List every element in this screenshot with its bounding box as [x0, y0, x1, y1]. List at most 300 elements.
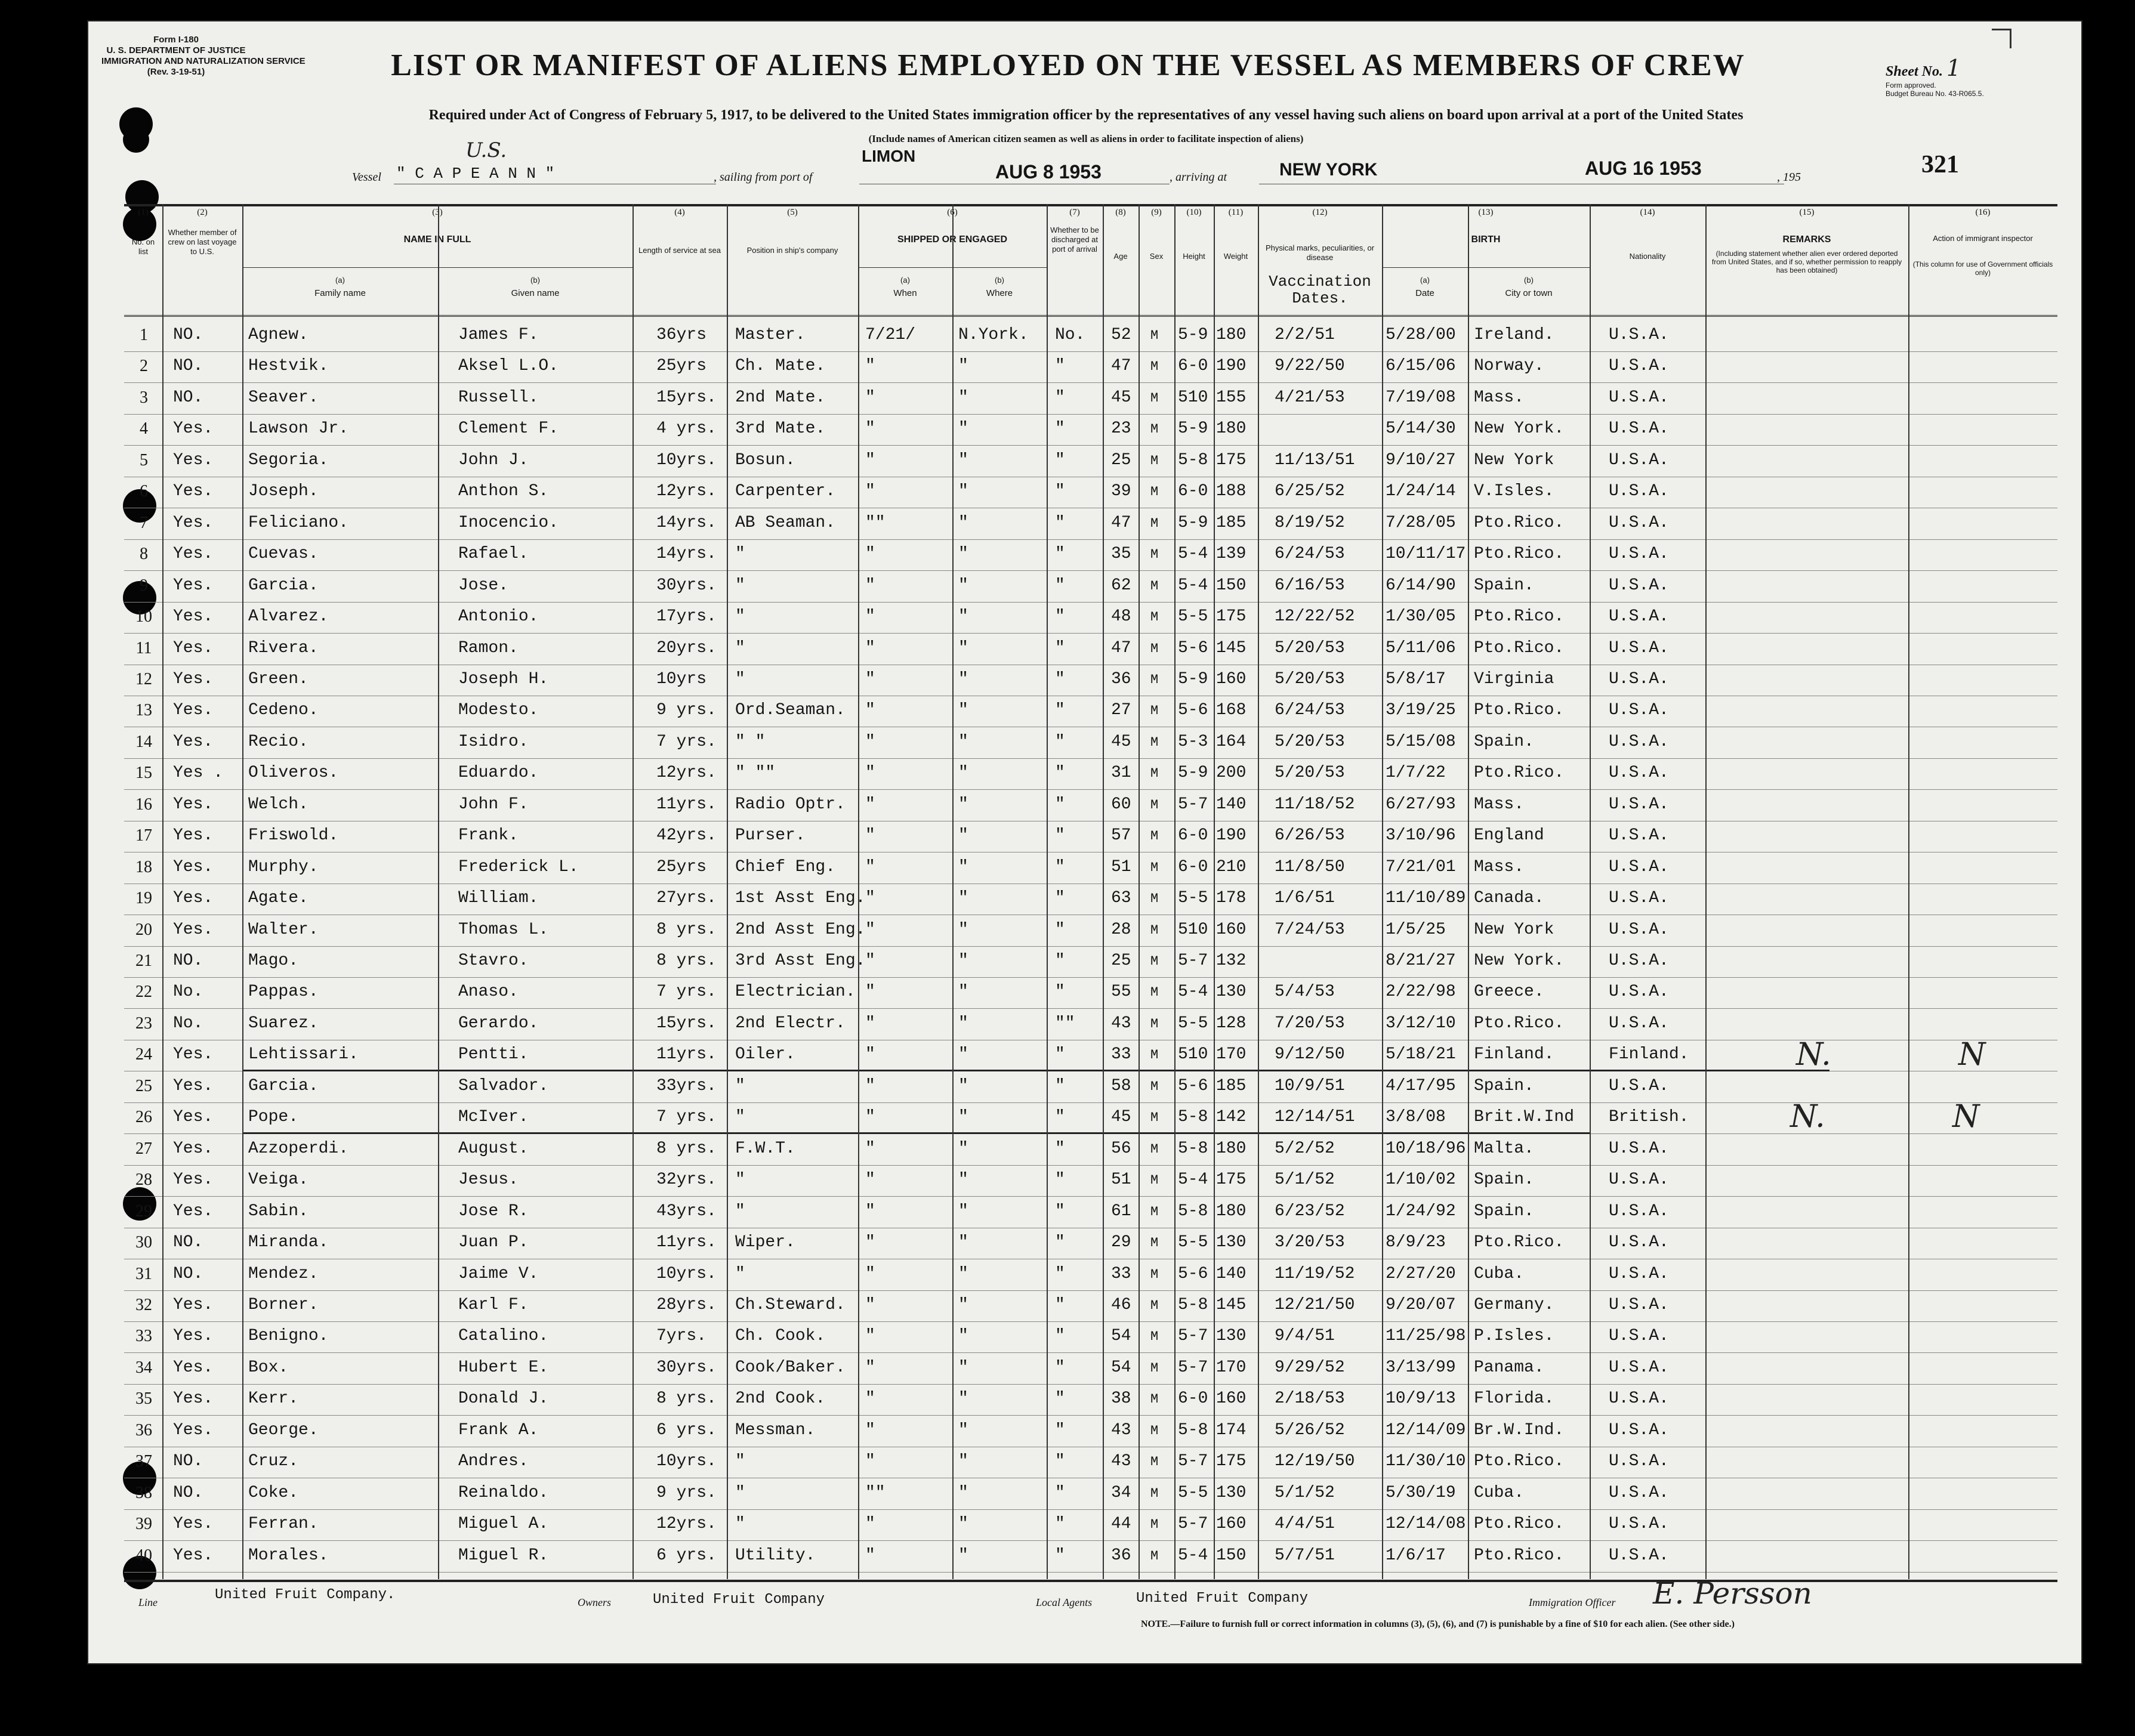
shipped-where: " [958, 1014, 968, 1033]
age: 62 [1111, 576, 1131, 595]
row-number: 14 [135, 732, 152, 751]
column-divider [1705, 204, 1707, 1579]
position: Ch. Cook. [735, 1327, 826, 1346]
row-number: 10 [135, 607, 152, 626]
weight: 190 [1216, 826, 1247, 845]
sex: M [1150, 954, 1159, 969]
table-row [124, 1385, 2057, 1416]
age: 51 [1111, 857, 1131, 876]
header-column-number: (8) [1115, 208, 1126, 217]
action-row-26: N [1952, 1099, 1980, 1135]
last-voyage: NO. [173, 388, 203, 407]
shipped-where: " [958, 1139, 968, 1158]
vaccination-date: 4/21/53 [1275, 388, 1345, 407]
table-row [124, 1009, 2057, 1040]
shipped-where: " [958, 1515, 968, 1534]
shipped-where: " [958, 764, 968, 783]
given-name: Ramon. [458, 638, 519, 657]
table-row [124, 1447, 2057, 1478]
family-name: Feliciano. [248, 513, 349, 532]
age: 34 [1111, 1483, 1131, 1502]
table-row [124, 1510, 2057, 1541]
shipped-where: " [958, 1327, 968, 1346]
family-name: Miranda. [248, 1233, 329, 1252]
header-label: Length of service at sea [638, 246, 721, 255]
table-row [124, 853, 2057, 884]
shipped-when: " [865, 1045, 875, 1064]
length-of-service: 28yrs. [656, 1295, 717, 1314]
table-row [124, 509, 2057, 540]
given-name: Pentti. [458, 1045, 529, 1064]
weight: 160 [1216, 669, 1247, 688]
last-voyage: Yes. [173, 795, 214, 814]
officer-label: Immigration Officer [1529, 1596, 1616, 1608]
position: " [735, 1170, 745, 1190]
nationality: U.S.A. [1609, 795, 1669, 814]
birth-date: 10/11/17 [1386, 545, 1466, 564]
to-be-discharged: " [1055, 576, 1065, 595]
family-name: Pappas. [248, 983, 319, 1002]
length-of-service: 25yrs [656, 357, 707, 376]
shipped-when: " [865, 1076, 875, 1095]
sub-subtitle: (Include names of American citizen seamen as well as aliens in order to facilitate inspection of aliens) [868, 133, 1304, 144]
vessel-label: Vessel [352, 171, 381, 184]
shipped-when: " [865, 1515, 875, 1534]
shipped-where: " [958, 920, 968, 939]
header-column-number: (11) [1228, 208, 1244, 217]
weight: 164 [1216, 732, 1247, 751]
weight: 188 [1216, 482, 1247, 501]
form-id: Form I-180 [153, 35, 199, 45]
vaccination-date: 9/4/51 [1275, 1327, 1335, 1346]
vaccination-date: 8/19/52 [1275, 513, 1345, 532]
shipped-where: " [958, 576, 968, 595]
header-label: Position in ship's company [746, 246, 838, 255]
age: 60 [1111, 795, 1131, 814]
subheader-label: City or town [1505, 288, 1553, 298]
shipped-where: " [958, 701, 968, 720]
header-column-number: (16) [1975, 208, 1991, 217]
age: 27 [1111, 701, 1131, 720]
birth-place: Br.W.Ind. [1474, 1420, 1565, 1440]
height: 5-9 [1178, 669, 1208, 688]
vaccination-date: 12/21/50 [1275, 1295, 1355, 1314]
height: 5-4 [1178, 576, 1208, 595]
sex: M [1150, 985, 1159, 1000]
birth-date: 2/27/20 [1386, 1264, 1456, 1283]
height: 5-6 [1178, 638, 1208, 657]
birth-place: Cuba. [1474, 1483, 1525, 1502]
length-of-service: 8 yrs. [656, 952, 717, 970]
to-be-discharged: " [1055, 1076, 1065, 1095]
family-name: Cruz. [248, 1452, 299, 1471]
last-voyage: NO. [173, 1264, 203, 1283]
to-be-discharged: " [1055, 795, 1065, 814]
vaccination-date: 12/19/50 [1275, 1452, 1355, 1471]
birth-date: 12/14/08 [1386, 1515, 1466, 1534]
position: 1st Asst Eng. [735, 889, 866, 908]
position: 2nd Mate. [735, 388, 826, 407]
last-voyage: Yes. [173, 482, 214, 501]
header-column-number: (14) [1640, 208, 1655, 217]
shipped-where: " [958, 1546, 968, 1565]
birth-date: 6/14/90 [1386, 576, 1456, 595]
table-row [124, 603, 2057, 634]
height: 5-8 [1178, 1420, 1208, 1440]
weight: 178 [1216, 889, 1247, 908]
header-column-number: (5) [787, 208, 798, 217]
row-number: 36 [135, 1420, 152, 1440]
shipped-where: " [958, 889, 968, 908]
family-name: Veiga. [248, 1170, 308, 1190]
birth-place: Greece. [1474, 983, 1544, 1002]
nationality: U.S.A. [1609, 1515, 1669, 1534]
to-be-discharged: " [1055, 1170, 1065, 1190]
given-name: Eduardo. [458, 764, 539, 783]
birth-date: 1/5/25 [1386, 920, 1446, 939]
birth-date: 6/27/93 [1386, 795, 1456, 814]
given-name: Inocencio. [458, 513, 559, 532]
birth-place: Spain. [1474, 1170, 1534, 1190]
position: " "" [735, 764, 776, 783]
table-row [124, 1322, 2057, 1353]
birth-date: 10/9/13 [1386, 1389, 1456, 1408]
header-label: Age [1113, 252, 1128, 261]
weight: 140 [1216, 1264, 1247, 1283]
length-of-service: 6 yrs. [656, 1546, 717, 1565]
family-name: Garcia. [248, 1076, 319, 1095]
birth-date: 3/10/96 [1386, 826, 1456, 845]
header-label: Action of immigrant inspector [1933, 234, 2033, 243]
table-row [124, 384, 2057, 415]
age: 63 [1111, 889, 1131, 908]
length-of-service: 30yrs. [656, 576, 717, 595]
shipped-where: " [958, 482, 968, 501]
given-name: Hubert E. [458, 1358, 549, 1377]
section-rule [242, 1132, 1591, 1134]
shipped-where: " [958, 450, 968, 469]
birth-place: Cuba. [1474, 1264, 1525, 1283]
to-be-discharged: " [1055, 952, 1065, 970]
last-voyage: Yes. [173, 513, 214, 532]
last-voyage: Yes. [173, 1546, 214, 1565]
sheet-label: Sheet No. [1886, 64, 1943, 79]
length-of-service: 36yrs [656, 326, 707, 344]
height: 5-7 [1178, 1452, 1208, 1471]
last-voyage: Yes. [173, 1170, 214, 1190]
row-number: 4 [140, 419, 148, 438]
row-number: 8 [140, 545, 148, 564]
shipped-when: " [865, 1264, 875, 1283]
nationality: U.S.A. [1609, 388, 1669, 407]
shipped-when: " [865, 889, 875, 908]
birth-date: 5/8/17 [1386, 669, 1446, 688]
nationality: U.S.A. [1609, 889, 1669, 908]
approval-note [1886, 81, 1984, 98]
sex: M [1150, 672, 1159, 687]
column-divider [858, 204, 859, 1579]
sex: M [1150, 1329, 1159, 1345]
last-voyage: NO. [173, 952, 203, 970]
length-of-service: 32yrs. [656, 1170, 717, 1190]
table-row [124, 978, 2057, 1009]
family-name: Kerr. [248, 1389, 299, 1408]
corner-mark [1992, 29, 2011, 48]
column-divider [727, 204, 728, 1579]
birth-place: New York. [1474, 952, 1565, 970]
given-name: Joseph H. [458, 669, 549, 688]
nationality: U.S.A. [1609, 701, 1669, 720]
sex: M [1150, 1548, 1159, 1564]
family-name: Rivera. [248, 638, 319, 657]
given-name: John J. [458, 450, 529, 469]
to-be-discharged: " [1055, 450, 1065, 469]
nationality: U.S.A. [1609, 1389, 1669, 1408]
sex: M [1150, 1517, 1159, 1533]
height: 510 [1178, 920, 1208, 939]
length-of-service: 14yrs. [656, 545, 717, 564]
nationality: U.S.A. [1609, 1546, 1669, 1565]
birth-date: 5/18/21 [1386, 1045, 1456, 1064]
nationality: U.S.A. [1609, 545, 1669, 564]
height: 5-8 [1178, 1139, 1208, 1158]
column-divider [242, 204, 243, 1579]
height: 5-5 [1178, 1014, 1208, 1033]
to-be-discharged: " [1055, 1420, 1065, 1440]
vaccination-date: 11/8/50 [1275, 857, 1345, 876]
shipped-when: " [865, 1546, 875, 1565]
nationality: U.S.A. [1609, 1076, 1669, 1095]
last-voyage: Yes. [173, 576, 214, 595]
row-number: 31 [135, 1264, 152, 1283]
footer-note: NOTE.—Failure to furnish full or correct information in columns (3), (5), (6), and (7) is punishable by a fine of $10 for each alien. (See other side.) [1141, 1619, 1735, 1629]
last-voyage: NO. [173, 326, 203, 344]
to-be-discharged: " [1055, 1045, 1065, 1064]
subheader-marker: (b) [995, 276, 1004, 285]
birth-place: Malta. [1474, 1139, 1534, 1158]
row-number: 27 [135, 1139, 152, 1158]
row-number: 33 [135, 1327, 152, 1346]
position: Wiper. [735, 1233, 795, 1252]
birth-place: Pto.Rico. [1474, 1452, 1565, 1471]
length-of-service: 10yrs [656, 669, 707, 688]
length-of-service: 42yrs. [656, 826, 717, 845]
sex: M [1150, 641, 1159, 656]
last-voyage: Yes. [173, 1389, 214, 1408]
family-name: Borner. [248, 1295, 319, 1314]
birth-date: 9/10/27 [1386, 450, 1456, 469]
punch-hole [123, 126, 149, 153]
birth-date: 2/22/98 [1386, 983, 1456, 1002]
family-name: Friswold. [248, 826, 339, 845]
birth-place: Pto.Rico. [1474, 1014, 1565, 1033]
birth-place: New York [1474, 920, 1554, 939]
given-name: Frank A. [458, 1420, 539, 1440]
officer-signature: E. Persson [1653, 1576, 1812, 1611]
header-label: Whether to be discharged at port of arrival [1050, 226, 1099, 254]
row-number: 17 [135, 826, 152, 845]
vaccination-date: 5/20/53 [1275, 764, 1345, 783]
shipped-where: " [958, 1483, 968, 1502]
subheader-marker: (b) [530, 276, 540, 285]
birth-date: 7/19/08 [1386, 388, 1456, 407]
table-row [124, 1103, 2057, 1134]
sex: M [1150, 1392, 1159, 1407]
vaccination-date: 6/23/52 [1275, 1201, 1345, 1221]
birth-date: 10/18/96 [1386, 1139, 1466, 1158]
shipped-where: " [958, 952, 968, 970]
weight: 150 [1216, 1546, 1247, 1565]
position: 2nd Electr. [735, 1014, 846, 1033]
birth-place: Virginia [1474, 669, 1554, 688]
nationality: U.S.A. [1609, 826, 1669, 845]
birth-place: Mass. [1474, 388, 1525, 407]
height: 6-0 [1178, 857, 1208, 876]
table-row [124, 821, 2057, 852]
table-row [124, 634, 2057, 665]
vaccination-typed: Vaccination Dates. [1269, 273, 1371, 307]
to-be-discharged: " [1055, 1358, 1065, 1377]
shipped-where: " [958, 419, 968, 438]
length-of-service: 7 yrs. [656, 732, 717, 751]
position: Bosun. [735, 450, 795, 469]
header-label: NAME IN FULL [403, 234, 471, 245]
sex: M [1150, 1204, 1159, 1219]
family-name: Sabin. [248, 1201, 308, 1221]
nationality: U.S.A. [1609, 1233, 1669, 1252]
sheet-number [1886, 55, 1961, 81]
row-number: 6 [140, 482, 148, 501]
row-number: 16 [135, 795, 152, 814]
row-number: 13 [135, 701, 152, 720]
shipped-when: " [865, 920, 875, 939]
shipped-where: " [958, 638, 968, 657]
given-name: Jose. [458, 576, 509, 595]
vaccination-date: 3/20/53 [1275, 1233, 1345, 1252]
last-voyage: Yes. [173, 1139, 214, 1158]
shipped-where: " [958, 607, 968, 626]
nationality: U.S.A. [1609, 357, 1669, 376]
row-number: 40 [135, 1546, 152, 1565]
given-name: Anthon S. [458, 482, 549, 501]
birth-place: Mass. [1474, 857, 1525, 876]
column-divider [1139, 204, 1140, 1579]
sex: M [1150, 1079, 1159, 1094]
position: " [735, 669, 745, 688]
family-name: Seaver. [248, 388, 319, 407]
length-of-service: 11yrs. [656, 1233, 717, 1252]
position: " " [735, 732, 766, 751]
row-number: 34 [135, 1358, 152, 1377]
height: 5-7 [1178, 795, 1208, 814]
shipped-when: " [865, 419, 875, 438]
height: 5-4 [1178, 983, 1208, 1002]
given-name: Karl F. [458, 1295, 529, 1314]
year-suffix: , 195 [1777, 171, 1801, 184]
birth-date: 5/15/08 [1386, 732, 1456, 751]
height: 5-8 [1178, 1201, 1208, 1221]
table-row [124, 696, 2057, 727]
height: 510 [1178, 1045, 1208, 1064]
sex: M [1150, 829, 1159, 844]
shipped-when: " [865, 1233, 875, 1252]
length-of-service: 7 yrs. [656, 983, 717, 1002]
service: IMMIGRATION AND NATURALIZATION SERVICE [101, 56, 306, 66]
shipped-when: " [865, 669, 875, 688]
position: " [735, 576, 745, 595]
vaccination-date: 6/24/53 [1275, 701, 1345, 720]
age: 43 [1111, 1014, 1131, 1033]
last-voyage: No. [173, 983, 203, 1002]
to-be-discharged: " [1055, 482, 1065, 501]
family-name: Pope. [248, 1108, 299, 1127]
birth-date: 8/21/27 [1386, 952, 1456, 970]
to-be-discharged: " [1055, 732, 1065, 751]
last-voyage: NO. [173, 1452, 203, 1471]
header-column-number: (12) [1312, 208, 1328, 217]
weight: 130 [1216, 983, 1247, 1002]
length-of-service: 10yrs. [656, 450, 717, 469]
given-name: Salvador. [458, 1076, 549, 1095]
birth-place: Pto.Rico. [1474, 1233, 1565, 1252]
shipped-where: " [958, 732, 968, 751]
vaccination-date: 4/4/51 [1275, 1515, 1335, 1534]
header-label: Nationality [1629, 252, 1666, 261]
sex: M [1150, 860, 1159, 875]
weight: 128 [1216, 1014, 1247, 1033]
given-name: Frederick L. [458, 857, 579, 876]
to-be-discharged: " [1055, 638, 1065, 657]
length-of-service: 4 yrs. [656, 419, 717, 438]
family-name: Lehtissari. [248, 1045, 359, 1064]
age: 46 [1111, 1295, 1131, 1314]
position: 2nd Cook. [735, 1389, 826, 1408]
vaccination-date: 7/24/53 [1275, 920, 1345, 939]
birth-place: Pto.Rico. [1474, 545, 1565, 564]
birth-place: Florida. [1474, 1389, 1554, 1408]
last-voyage: Yes. [173, 1515, 214, 1534]
last-voyage: Yes. [173, 607, 214, 626]
header-column-number: (4) [674, 208, 685, 217]
weight: 180 [1216, 1139, 1247, 1158]
sex: M [1150, 1298, 1159, 1313]
position: Oiler. [735, 1045, 795, 1064]
last-voyage: Yes . [173, 764, 224, 783]
given-name: Miguel A. [458, 1515, 549, 1534]
column-divider [438, 204, 439, 1579]
vaccination-date: 5/4/53 [1275, 983, 1335, 1002]
date-sailed: AUG 8 1953 [995, 161, 1102, 183]
row-number: 29 [135, 1201, 152, 1221]
family-name: Suarez. [248, 1014, 319, 1033]
header-label: SHIPPED OR ENGAGED [897, 234, 1008, 245]
header-column-number: (6) [947, 208, 958, 217]
shipped-when: " [865, 701, 875, 720]
header-label: REMARKS [1782, 234, 1831, 245]
vaccination-date: 5/26/52 [1275, 1420, 1345, 1440]
table-row [124, 1197, 2057, 1228]
header-column-number: (2) [197, 208, 208, 217]
shipped-where: N.York. [958, 326, 1029, 344]
age: 47 [1111, 638, 1131, 657]
table-row [124, 477, 2057, 508]
last-voyage: Yes. [173, 1420, 214, 1440]
length-of-service: 12yrs. [656, 1515, 717, 1534]
weight: 139 [1216, 545, 1247, 564]
height: 6-0 [1178, 357, 1208, 376]
position: Utility. [735, 1546, 816, 1565]
vaccination-date: 5/20/53 [1275, 669, 1345, 688]
